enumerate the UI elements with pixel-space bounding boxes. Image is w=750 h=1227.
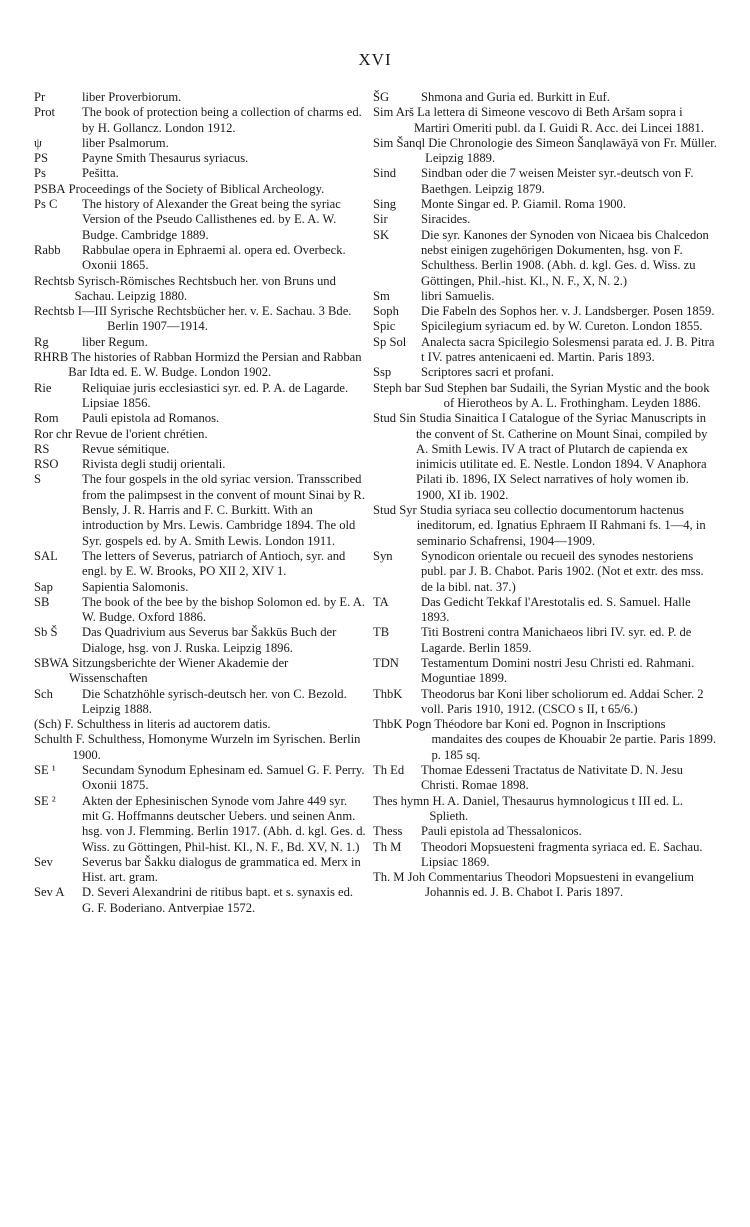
- bibliography-entry: [34, 687, 366, 718]
- bibliography-entry: [34, 442, 366, 457]
- entry-description: Rabbulae opera in Ephraemi al. opera ed. Overbeck. Oxonii 1865.: [82, 242, 346, 273]
- entry-abbreviation: ŠG: [373, 90, 390, 104]
- entry-description: Stephen bar Sudaili, the Syrian Mystic and the book of Hierotheos by A. L. Frothingham. Leyden 1886.: [443, 380, 710, 410]
- bibliography-entry: [34, 243, 366, 274]
- entry-abbreviation: Sing: [373, 197, 397, 212]
- bibliography-entry: [34, 381, 366, 412]
- entry-abbreviation: ThbK Pogn: [373, 717, 432, 732]
- entry-description: Syrisch-Römisches Rechtsbuch her. von Bruns und Sachau. Leipzig 1880.: [74, 273, 336, 303]
- entry-description: Das Quadrivium aus Severus bar Šakkūs Buch der Dialoge, hsg. von J. Ruska. Leipzig 1896.: [82, 625, 337, 655]
- bibliography-entry: [373, 656, 718, 687]
- left-column: [34, 90, 366, 916]
- entry-abbreviation: Sim Arš: [373, 105, 414, 120]
- bibliography-entry: [373, 411, 718, 503]
- bibliography-entry: [373, 304, 718, 319]
- entry-abbreviation: Sir: [373, 212, 388, 227]
- bibliography-entry: [373, 197, 718, 212]
- bibliography-entry: [373, 136, 718, 167]
- entry-abbreviation: ThbK: [373, 686, 403, 701]
- right-column: [373, 90, 718, 901]
- entry-abbreviation: Sev: [34, 854, 53, 869]
- bibliography-entry: [34, 90, 366, 105]
- entry-description: Titi Bostreni contra Manichaeos libri IV. syr. ed. P. de Lagarde. Berlin 1859.: [421, 625, 692, 655]
- bibliography-entry: [373, 381, 718, 412]
- entry-description: Severus bar Šakku dialogus de grammatica ed. Merx in Hist. art. gram.: [82, 854, 361, 885]
- bibliography-entry: [34, 182, 366, 197]
- entry-description: Theodori Mopsuesteni fragmenta syriaca ed. E. Sachau. Lipsiac 1869.: [421, 839, 703, 869]
- entry-abbreviation: Ps: [34, 166, 46, 181]
- entry-description: La lettera di Simeone vescovo di Beth Aršam sopra i Martiri Omeriti publ. da I. Guidi R. Acc. dei Lincei 1881.: [413, 105, 704, 135]
- bibliography-entry: [34, 656, 366, 687]
- entry-description: liber Proverbiorum.: [82, 90, 182, 104]
- bibliography-entry: [373, 319, 718, 334]
- entry-abbreviation: Sap: [34, 579, 53, 594]
- entry-description: Secundam Synodum Ephesinam ed. Samuel G. F. Perry. Oxonii 1875.: [82, 763, 365, 793]
- bibliography-entry: [373, 212, 718, 227]
- entry-abbreviation: Soph: [373, 304, 399, 319]
- bibliography-entry: [373, 595, 718, 626]
- entry-abbreviation: Schulth: [34, 732, 73, 747]
- entry-description: Die Fabeln des Sophos her. v. J. Landsberger. Posen 1859.: [421, 304, 715, 319]
- entry-description: Sindban oder die 7 weisen Meister syr.-deutsch von F. Baethgen. Leipzig 1879.: [421, 166, 694, 196]
- bibliography-entry: [34, 732, 366, 763]
- bibliography-entry: [373, 289, 718, 304]
- entry-abbreviation: Steph bar Sud: [373, 380, 444, 395]
- entry-description: Revue de l'orient chrétien.: [75, 426, 208, 441]
- entry-description: Théodore bar Koni ed. Pognon in Inscriptions mandaites des coupes de Khouabir 2e partie. Paris 1899. p. 185 sq.: [431, 717, 717, 762]
- entry-description: Payne Smith Thesaurus syriacus.: [82, 151, 249, 166]
- entry-abbreviation: TA: [373, 594, 389, 609]
- entry-abbreviation: Syn: [373, 548, 393, 563]
- entry-abbreviation: SB: [34, 594, 50, 609]
- bibliography-entry: [34, 335, 366, 350]
- entry-description: Die Schatzhöhle syrisch-deutsch her. von C. Bezold. Leipzig 1888.: [82, 686, 347, 716]
- entry-description: H. A. Daniel, Thesaurus hymnologicus t III ed. L. Splieth.: [429, 793, 684, 823]
- entry-description: Studia Sinaitica I Catalogue of the Syriac Manuscripts in the convent of St. Catherine on Mount Sinai, compiled by A. Smith Lewis. IV A tract of Plutarch de capienda ex inimicis utilitate ed. E. Nestle. London 1894. V Anaphora Pilati ib. 1896, IX Select narratives of holy women ib. 1900, XI ib. 1902.: [416, 411, 708, 502]
- entry-abbreviation: Sch: [34, 686, 53, 701]
- bibliography-entry: [34, 151, 366, 166]
- entry-description: The history of Alexander the Great being the syriac Version of the Pseudo Callisthenes ed. by E. A. W. Budge. Cambridge 1889.: [82, 197, 341, 242]
- bibliography-entry: [34, 549, 366, 580]
- bibliography-entry: [34, 457, 366, 472]
- entry-description: The book of protection being a collection of charms ed. by H. Gollancz. London 1912.: [82, 105, 362, 135]
- entry-description: D. Severi Alexandrini de ritibus bapt. et s. synaxis ed. G. F. Boderiano. Antverpiae 1572.: [82, 885, 354, 915]
- entry-abbreviation: Thess: [373, 824, 403, 839]
- bibliography-entry: [373, 763, 718, 794]
- entry-description: Shmona and Guria ed. Burkitt in Euf.: [421, 90, 610, 104]
- entry-abbreviation: Sev A: [34, 885, 65, 900]
- bibliography-entry: [34, 411, 366, 426]
- entry-description: Revue sémitique.: [82, 441, 170, 456]
- bibliography-entry: [34, 580, 366, 595]
- entry-abbreviation: PSBA: [34, 181, 66, 196]
- entry-description: Scriptores sacri et profani.: [421, 365, 554, 380]
- bibliography-entry: [373, 503, 718, 549]
- entry-abbreviation: SBWA: [34, 655, 69, 670]
- entry-description: Reliquiae juris ecclesiastici syr. ed. P. A. de Lagarde. Lipsiae 1856.: [82, 380, 349, 410]
- bibliography-entry: [373, 794, 718, 825]
- entry-description: Spicilegium syriacum ed. by W. Cureton. London 1855.: [421, 319, 703, 334]
- entry-abbreviation: ψ: [34, 135, 42, 150]
- entry-abbreviation: Sm: [373, 288, 390, 303]
- entry-description: Synodicon orientale ou recueil des synodes nestoriens publ. par J. B. Chabot. Paris 1902. (Not et extr. des mss. de la bibl. nat. 37.): [421, 548, 704, 594]
- entry-abbreviation: TDN: [373, 655, 399, 670]
- entry-description: liber Regum.: [82, 334, 148, 349]
- entry-abbreviation: Sind: [373, 166, 397, 181]
- entry-description: Die Chronologie des Simeon Šanqlawāyā von Fr. Müller. Leipzig 1889.: [425, 135, 717, 166]
- bibliography-entry: [373, 228, 718, 289]
- bibliography-entry: [34, 855, 366, 886]
- bibliography-entry: [373, 90, 718, 105]
- entry-abbreviation: S: [34, 472, 42, 487]
- bibliography-entry: [34, 427, 366, 442]
- entry-description: Theodorus bar Koni liber scholiorum ed. Addai Scher. 2 voll. Paris 1910, 1912. (CSCO s II, t 65/6.): [421, 686, 704, 716]
- bibliography-entry: [373, 166, 718, 197]
- entry-abbreviation: Rabb: [34, 242, 61, 257]
- entry-description: libri Samuelis.: [421, 288, 495, 303]
- entry-description: The letters of Severus, patriarch of Antioch, syr. and engl. by E. W. Brooks, PO XII 2, XIV 1.: [82, 548, 346, 579]
- entry-description: Pauli epistola ad Romanos.: [82, 411, 220, 426]
- entry-description: Pešitta.: [82, 166, 119, 181]
- entry-abbreviation: Rechtsb I—III: [34, 304, 108, 319]
- entry-abbreviation: (Sch): [34, 717, 62, 732]
- entry-abbreviation: Stud Sin: [373, 411, 417, 426]
- bibliography-entry: [34, 350, 366, 381]
- entry-abbreviation: Sim Šanql: [373, 135, 426, 150]
- entry-description: Akten der Ephesinischen Synode vom Jahre 449 syr. mit G. Hoffmanns deutscher Uebers. und seinen Anm. hsg. von J. Flemming. Berlin 1917. (Abh. d. kgl. Ges. d. Wiss. zu Göttingen, Phil-hist. Kl., N. F., Bd. XV, N. 1.): [82, 793, 366, 854]
- entry-abbreviation: Prot: [34, 105, 55, 120]
- page-number: XVI: [358, 50, 392, 69]
- bibliography-entry: [373, 717, 718, 763]
- entry-description: liber Psalmorum.: [82, 135, 169, 150]
- entry-description: Sapientia Salomonis.: [82, 579, 189, 594]
- entry-abbreviation: Rie: [34, 380, 52, 395]
- entry-description: F. Schulthess, Homonyme Wurzeln im Syrischen. Berlin 1900.: [72, 732, 361, 762]
- entry-abbreviation: Th. M Joh: [373, 870, 426, 885]
- entry-description: Analecta sacra Spicilegio Solesmensi parata ed. J. B. Pitra t IV. patres antenicaeni ed. Martin. Paris 1893.: [421, 334, 715, 365]
- entry-description: Proceedings of the Society of Biblical Archeology.: [68, 181, 325, 196]
- entry-abbreviation: Pr: [34, 90, 46, 104]
- bibliography-entry: [34, 274, 366, 305]
- entry-abbreviation: Rom: [34, 411, 59, 426]
- bibliography-entry: [34, 472, 366, 548]
- entry-abbreviation: Rechtsb: [34, 273, 75, 288]
- bibliography-entry: [373, 549, 718, 595]
- entry-abbreviation: Spic: [373, 319, 396, 334]
- entry-description: Studia syriaca seu collectio documentorum hactenus ineditorum, ed. Ignatius Ephraem II Rahmani fs. 1—4, in seminario Schafrensi, 1904—1909.: [416, 503, 706, 548]
- entry-abbreviation: RS: [34, 441, 50, 456]
- bibliography-entry: [373, 625, 718, 656]
- entry-abbreviation: RSO: [34, 457, 59, 472]
- bibliography-entry: [34, 763, 366, 794]
- bibliography-entry: [34, 166, 366, 181]
- entry-abbreviation: Th M: [373, 839, 402, 854]
- bibliography-entry: [373, 840, 718, 871]
- entry-description: Das Gedicht Tekkaf l'Arestotalis ed. S. Samuel. Halle 1893.: [421, 594, 691, 625]
- bibliography-entry: [34, 794, 366, 855]
- entry-abbreviation: PS: [34, 151, 49, 166]
- entry-description: Thomae Edesseni Tractatus de Nativitate D. N. Jesu Christi. Romae 1898.: [421, 763, 683, 793]
- entry-description: Rivista degli studij orientali.: [82, 457, 226, 472]
- entry-abbreviation: Ssp: [373, 365, 392, 380]
- entry-abbreviation: Stud Syr: [373, 503, 417, 518]
- bibliography-entry: [373, 105, 718, 136]
- bibliography-entry: [373, 824, 718, 839]
- entry-description: Sitzungsberichte der Wiener Akademie der Wissenschaften: [69, 655, 289, 686]
- entry-description: Syrische Rechtsbücher her. v. E. Sachau. 3 Bde. Berlin 1907—1914.: [107, 304, 352, 334]
- bibliography-entry: [34, 717, 366, 732]
- entry-abbreviation: SAL: [34, 548, 58, 563]
- bibliography-entry: [373, 335, 718, 366]
- entry-abbreviation: Sb Š: [34, 625, 58, 640]
- entry-abbreviation: SK: [373, 227, 390, 242]
- entry-description: Commentarius Theodori Mopsuesteni in evangelium Johannis ed. J. B. Chabot I. Paris 1897.: [425, 870, 694, 900]
- entry-description: F. Schulthess in literis ad auctorem datis.: [64, 717, 271, 732]
- bibliography-entry: [34, 136, 366, 151]
- entry-abbreviation: SE ²: [34, 793, 56, 808]
- entry-description: Testamentum Domini nostri Jesu Christi ed. Rahmani. Moguntiae 1899.: [421, 655, 695, 686]
- entry-abbreviation: Thes hymn: [373, 793, 430, 808]
- entry-description: Die syr. Kanones der Synoden von Nicaea bis Chalcedon nebst einigen zugehörigen Dokumenten, hsg. von F. Schulthess. Berlin 1908. (Abh. d. kgl. Ges. d. Wiss. zu Göttingen, Phil.-hist. Kl., N. F., X, N. 2.): [421, 227, 709, 288]
- entry-abbreviation: Sp Sol: [373, 334, 407, 349]
- entry-description: The book of the bee by the bishop Solomon ed. by E. A. W. Budge. Oxford 1886.: [82, 594, 365, 625]
- bibliography-entry: [34, 625, 366, 656]
- entry-abbreviation: TB: [373, 625, 390, 640]
- entry-description: Siracides.: [421, 212, 471, 227]
- entry-description: The four gospels in the old syriac version. Transscribed from the palimpsest in the convent of mount Sinai by R. Bensly, J. R. Harris and F. C. Burkitt. With an introduction by Mrs. Lewis. Cambridge 1894. The old Syr. gospels ed. by A. Smith Lewis. London 1911.: [82, 472, 365, 548]
- bibliography-entry: [373, 687, 718, 718]
- bibliography-entry: [34, 595, 366, 626]
- entry-description: The histories of Rabban Hormizd the Persian and Rabban Bar Idta ed. E. W. Budge. London 1902.: [68, 350, 362, 380]
- entry-abbreviation: Th Ed: [373, 763, 405, 778]
- entry-abbreviation: RHRB: [34, 350, 69, 365]
- entry-description: Monte Singar ed. P. Giamil. Roma 1900.: [421, 197, 626, 212]
- entry-description: Pauli epistola ad Thessalonicos.: [421, 824, 582, 839]
- bibliography-entry: [373, 870, 718, 901]
- entry-abbreviation: Ps C: [34, 197, 58, 212]
- bibliography-entry: [34, 885, 366, 916]
- entry-abbreviation: Ror chr: [34, 426, 73, 441]
- entry-abbreviation: SE ¹: [34, 763, 56, 778]
- entry-abbreviation: Rg: [34, 334, 49, 349]
- bibliography-entry: [34, 304, 366, 335]
- bibliography-entry: [34, 197, 366, 243]
- bibliography-entry: [373, 365, 718, 380]
- bibliography-entry: [34, 105, 366, 136]
